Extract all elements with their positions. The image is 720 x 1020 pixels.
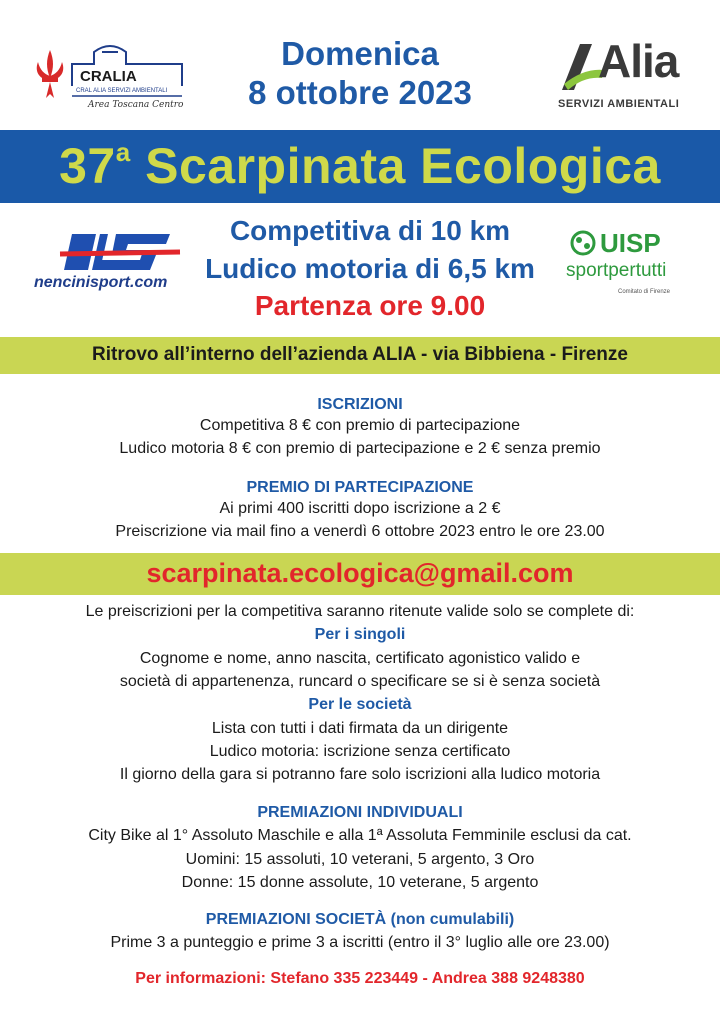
iscrizioni-title: ISCRIZIONI [317,396,403,413]
cral-logo-name: CRALIA [80,68,137,85]
race-ludic: Ludico motoria di 6,5 km [205,253,535,284]
cral-alia-logo [32,38,192,118]
uisp-logo-name: UISP [600,228,661,258]
iscrizioni-ludico: Ludico motoria 8 € con premio di partecipazione e 2 € senza premio [119,440,601,457]
premio-line2: Preiscrizione via mail fino a venerdì 6 ottobre 2023 entro le ore 23.00 [115,523,605,540]
nencinisport-site: nencinisport.com [34,274,168,291]
premiazioni-individuali-line3: Donne: 15 donne assolute, 10 veterane, 5 argento [181,874,539,891]
premio-title: PREMIO DI PARTECIPAZIONE [246,479,474,496]
title-ordinal: a [115,137,131,167]
uisp-logo-subtitle: sportpertutti [566,260,667,281]
premiazioni-societa-title: PREMIAZIONI SOCIETÀ (non cumulabili) [205,911,515,928]
uisp-logo-comitato: Comitato di Firenze [618,289,671,295]
preiscrizioni-intro: Le preiscrizioni per la competitiva saranno ritenute valide solo se complete di: [85,603,635,620]
premiazioni-individuali-line1: City Bike al 1° Assoluto Maschile e alla 1ª Assoluta Femminile esclusi da cat. [88,827,632,844]
societa-line3: Il giorno della gara si potranno fare solo iscrizioni alla ludico motoria [119,766,601,783]
uisp-logo [562,226,692,301]
premiazioni-societa-line1: Prime 3 a punteggio e prime 3 a iscritti (entro il 3° luglio alle ore 23.00) [110,934,610,951]
societa-line2: Ludico motoria: iscrizione senza certificato [209,743,511,760]
premio-line1: Ai primi 400 iscritti dopo iscrizione a 2 € [219,500,501,517]
race-distances [190,212,550,288]
event-day: Domenica [281,35,439,72]
meeting-place: Ritrovo all’interno dell’azienda ALIA - via Bibbiena - Firenze [92,344,628,365]
alia-logo-subtitle: SERVIZI AMBIENTALI [558,98,680,110]
title-number: 37 [59,138,116,194]
premiazioni-individuali-title: PREMIAZIONI INDIVIDUALI [257,804,463,821]
societa-title: Per le società [308,696,412,713]
alia-logo [556,35,686,115]
alia-logo-name: Alia [598,35,679,87]
iscrizioni-competitiva: Competitiva 8 € con premio di partecipazione [199,417,521,434]
event-date [210,34,510,112]
event-title [0,137,720,195]
premiazioni-individuali-line2: Uomini: 15 assoluti, 10 veterani, 5 argento, 3 Oro [185,851,535,868]
singoli-line2: società di appartenenza, runcard o specificare se si è senza società [119,673,601,690]
contact-email[interactable]: scarpinata.ecologica@gmail.com [146,558,574,588]
nencinisport-logo [30,228,190,298]
societa-line1: Lista con tutti i dati firmata da un dirigente [211,720,509,737]
cral-logo-area: Area Toscana Centro [88,100,184,110]
race-competitive: Competitiva di 10 km [229,215,511,246]
singoli-line1: Cognome e nome, anno nascita, certificato agonistico valido e [139,650,581,667]
singoli-title: Per i singoli [314,626,406,643]
event-date-full: 8 ottobre 2023 [248,74,472,111]
title-name: Scarpinata Ecologica [130,138,661,194]
contact-info: Per informazioni: Stefano 335 223449 - Andrea 388 9248380 [135,970,585,987]
cral-logo-subtitle: CRAL ALIA SERVIZI AMBIENTALI [76,88,168,94]
start-time: Partenza ore 9.00 [254,290,486,321]
